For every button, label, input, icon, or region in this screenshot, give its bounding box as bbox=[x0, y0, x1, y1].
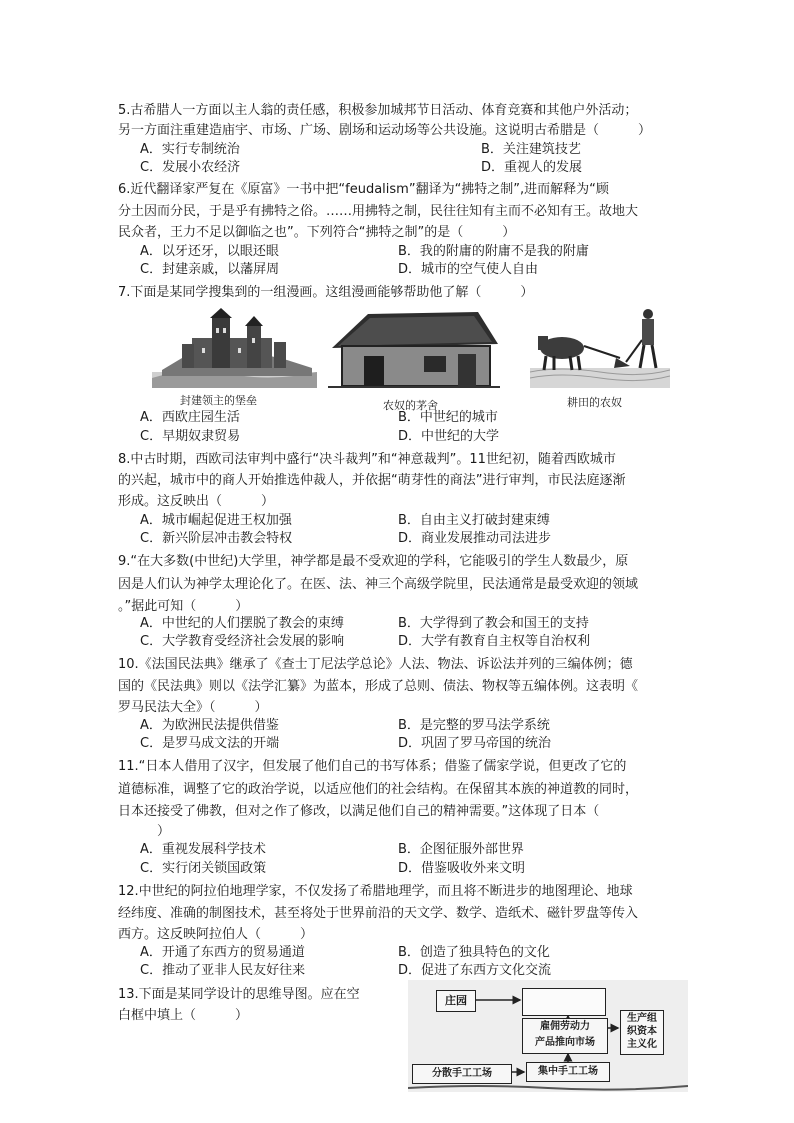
option-c[interactable]: C．推动了亚非人民友好往来 bbox=[140, 963, 306, 978]
option-b[interactable]: B．是完整的罗马法学系统 bbox=[398, 718, 550, 733]
question-stem-line: 道德标准，调整了它的政治学说，以适应他们的社会结构。在保留其本族的神道教的同时， bbox=[118, 782, 639, 797]
option-c[interactable]: C．早期奴隶贸易 bbox=[140, 429, 241, 444]
option-b[interactable]: B．我的附庸的附庸不是我的附庸 bbox=[398, 244, 589, 259]
caption-serf: 耕田的农奴 bbox=[567, 396, 622, 409]
question-stem-line: ） bbox=[118, 824, 171, 839]
question-stem-line: 12.中世纪的阿拉伯地理学家，不仅发扬了希腊地理学，而且将不断进步的地图理论、地球 bbox=[118, 884, 633, 899]
option-b[interactable]: B．自由主义打破封建束缚 bbox=[398, 513, 550, 528]
market-line: 产品推向市场 bbox=[535, 1037, 595, 1048]
option-b[interactable]: B．中世纪的城市 bbox=[398, 410, 498, 425]
question-stem-line: 另一方面注重建造庙宇、市场、广场、剧场和运动场等公共设施。这说明古希腊是（ ） bbox=[118, 123, 652, 138]
option-d[interactable]: D．巩固了罗马帝国的统治 bbox=[398, 736, 552, 751]
ploughing-serf-illustration bbox=[530, 306, 670, 388]
option-d[interactable]: D．促进了东西方文化交流 bbox=[398, 963, 552, 978]
question-stem-line: 日本还接受了佛教，但对之作了修改，以满足他们自己的精神需要。”这体现了日本（ bbox=[118, 804, 600, 819]
question-stem-line: 白框中填上（ ） bbox=[118, 1008, 249, 1023]
option-d[interactable]: D．借鉴吸收外来文明 bbox=[398, 861, 526, 876]
capitalist-production-box bbox=[620, 1010, 664, 1055]
peasant-hut-illustration bbox=[328, 310, 500, 392]
centralized-workshop-box: 集中手工工场 bbox=[526, 1062, 610, 1082]
option-c[interactable]: C．发展小农经济 bbox=[140, 160, 241, 175]
question-stem-line: 国的《民法典》则以《法学汇纂》为蓝本，形成了总则、债法、物权等五编体例。这表明《 bbox=[118, 679, 639, 694]
option-d[interactable]: D．重视人的发展 bbox=[481, 160, 583, 175]
option-d[interactable]: D．中世纪的大学 bbox=[398, 429, 500, 444]
option-a[interactable]: A．为欧洲民法提供借鉴 bbox=[140, 718, 279, 733]
option-a[interactable]: A．西欧庄园生活 bbox=[140, 410, 240, 425]
question-stem-line: 民众者，王力不足以御临之也”。下列符合“拂特之制”的是（ ） bbox=[118, 225, 516, 240]
mind-map bbox=[408, 980, 688, 1092]
castle-illustration bbox=[152, 308, 317, 388]
question-stem-line: 10.《法国民法典》继承了《查士丁尼法学总论》人法、物法、诉讼法并列的三编体例；德 bbox=[118, 657, 633, 672]
option-b[interactable]: B．关注建筑技艺 bbox=[481, 142, 581, 157]
option-b[interactable]: B．企图征服外部世界 bbox=[398, 842, 524, 857]
question-stem-line: 罗马民法大全》（ ） bbox=[118, 700, 268, 715]
option-b[interactable]: B．大学得到了教会和国王的支持 bbox=[398, 616, 589, 631]
option-c[interactable]: C．封建亲戚，以藩屏周 bbox=[140, 262, 280, 277]
option-c[interactable]: C．大学教育受经济社会发展的影响 bbox=[140, 634, 345, 649]
question-stem-line: 的兴起，城市中的商人开始推选仲裁人，并依据“萌芽性的商法”进行审判，市民法庭逐渐 bbox=[118, 473, 626, 488]
question-stem-line: 。”据此可知（ ） bbox=[118, 599, 249, 614]
option-d[interactable]: D．大学有教育自主权等自治权利 bbox=[398, 634, 591, 649]
option-a[interactable]: A．重视发展科学技术 bbox=[140, 842, 266, 857]
question-stem-line: 经纬度、准确的制图技术，甚至将处于世界前沿的天文学、数学、造纸术、磁针罗盘等传入 bbox=[118, 906, 639, 921]
question-stem-line: 分土因而分民，于是乎有拂特之俗。……用拂特之制，民往往知有主而不必知有王。故地大 bbox=[118, 204, 639, 219]
question-stem-line: 形成。这反映出（ ） bbox=[118, 494, 275, 509]
scattered-workshop-box: 分散手工工场 bbox=[412, 1064, 512, 1084]
option-d[interactable]: D．商业发展推动司法进步 bbox=[398, 531, 552, 546]
option-a[interactable]: A．开通了东西方的贸易通道 bbox=[140, 945, 305, 960]
option-a[interactable]: A．以牙还牙，以眼还眼 bbox=[140, 244, 279, 259]
option-d[interactable]: D．城市的空气使人自由 bbox=[398, 262, 539, 277]
caption-castle: 封建领主的堡垒 bbox=[180, 394, 257, 407]
option-a[interactable]: A．中世纪的人们摆脱了教会的束缚 bbox=[140, 616, 344, 631]
manor-box: 庄园 bbox=[436, 990, 476, 1012]
question-stem-line: 因是人们认为神学太理论化了。在医、法、神三个高级学院里，民法通常是最受欢迎的领域 bbox=[118, 577, 639, 592]
capitalist-line-2: 织资本 bbox=[627, 1026, 657, 1037]
caption-hut: 农奴的茅舍 bbox=[383, 399, 438, 412]
question-stem-line: 9.“在大多数(中世纪)大学里，神学都是最不受欢迎的学科，它能吸引的学生人数最少，原 bbox=[118, 554, 629, 569]
option-c[interactable]: C．实行闭关锁国政策 bbox=[140, 861, 267, 876]
hired-labor-line: 雇佣劳动力 bbox=[540, 1021, 590, 1032]
option-c[interactable]: C．是罗马成文法的开端 bbox=[140, 736, 280, 751]
question-stem-line: 13.下面是某同学设计的思维导图。应在空 bbox=[118, 987, 360, 1002]
option-a[interactable]: A．城市崛起促进王权加强 bbox=[140, 513, 292, 528]
option-a[interactable]: A．实行专制统治 bbox=[140, 142, 240, 157]
hired-labor-box bbox=[522, 1018, 608, 1054]
question-stem-line: 11.“日本人借用了汉字，但发展了他们自己的书写体系；借鉴了儒家学说，但更改了它的 bbox=[118, 759, 627, 774]
question-stem-line: 5.古希腊人一方面以主人翁的责任感，积极参加城邦节日活动、体育竞赛和其他户外活动； bbox=[118, 103, 638, 118]
option-c[interactable]: C．新兴阶层冲击教会特权 bbox=[140, 531, 293, 546]
option-b[interactable]: B．创造了独具特色的文化 bbox=[398, 945, 550, 960]
question-stem-line: 西方。这反映阿拉伯人（ ） bbox=[118, 927, 314, 942]
question-stem-line: 8.中古时期，西欧司法审判中盛行“决斗裁判”和“神意裁判”。11世纪初，随着西欧城市 bbox=[118, 452, 616, 467]
capitalist-line-3: 主义化 bbox=[627, 1039, 657, 1050]
question-stem-line: 6.近代翻译家严复在《原富》一书中把“feudalism”翻译为“拂特之制”,进而解释为“顾 bbox=[118, 182, 609, 197]
capitalist-line-1: 生产组 bbox=[627, 1013, 657, 1024]
question-stem-line: 7.下面是某同学搜集到的一组漫画。这组漫画能够帮助他了解（ ） bbox=[118, 285, 534, 300]
blank-answer-box[interactable] bbox=[522, 988, 606, 1016]
